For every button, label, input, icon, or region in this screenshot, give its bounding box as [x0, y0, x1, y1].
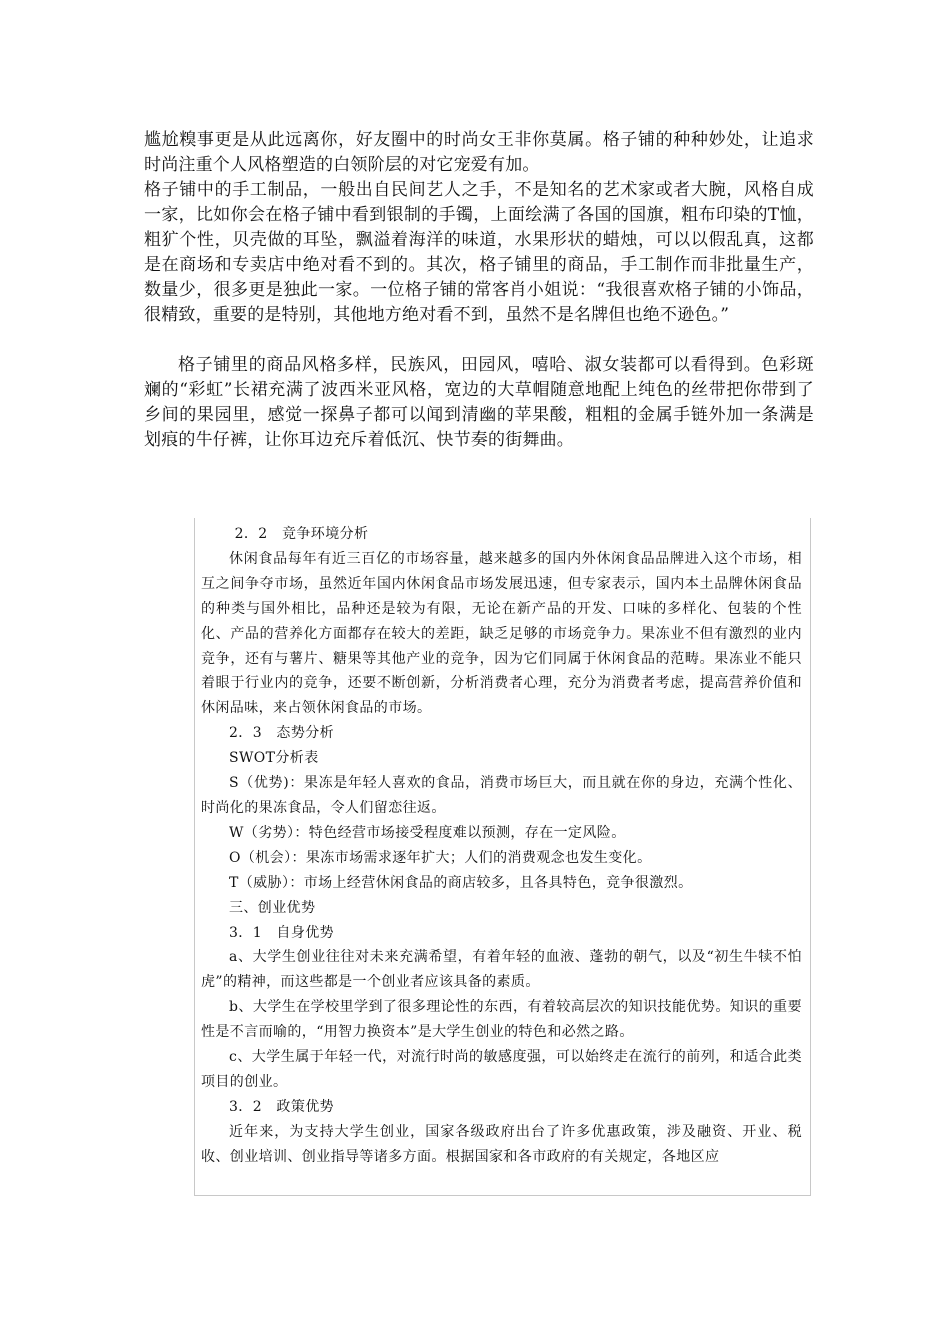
- heading-self-advantages: 3．1 自身优势: [229, 924, 335, 941]
- list-item-b: b、大学生在学校里学到了很多理论性的东西，有着较高层次的知识技能优势。知识的重要性是不言而喻的，“用智力换资本”是大学生创业的特色和必然之路。: [201, 999, 802, 1041]
- paragraph-competition: 休闲食品每年有近三百亿的市场容量，越来越多的国内外休闲食品品牌进入这个市场，相互之间争夺市场，虽然近年国内休闲食品市场发展迅速，但专家表示，国内本土品牌休闲食品的种类与国外相比，品种还是较为有限，无论在新产品的开发、口味的多样化、包装的个性化、产品的营养化方面都存在较大的差距，缺乏足够的市场竞争力。果冻业不但有激烈的业内竞争，还有与薯片、糖果等其他产业的竞争，因为它们同属于休闲食品的范畴。果冻业不能只着眼于行业内的竞争，还要不断创新，分析消费者心理，充分为消费者考虑，提高营养价值和休闲品味，来占领休闲食品的市场。: [201, 550, 802, 717]
- box-content: [201, 522, 802, 1170]
- list-item-a: a、大学生创业往往对未来充满希望，有着年轻的血液、蓬勃的朝气，以及“初生牛犊不怕虎”的精神，而这些都是一个创业者应该具备的素质。: [201, 949, 802, 991]
- swot-weaknesses: W（劣势）：特色经营市场接受程度难以预测，存在一定风险。: [229, 824, 626, 841]
- swot-opportunities: O（机会）：果冻市场需求逐年扩大；人们的消费观念也发生变化。: [229, 849, 652, 866]
- paragraph-styles: 格子铺里的商品风格多样，民族风，田园风，嘻哈、淑女装都可以看得到。色彩斑斓的“彩虹”长裙充满了波西米亚风格，宽边的大草帽随意地配上纯色的丝带把你带到了乡间的果园里，感觉一探鼻子都可以闻到清幽的苹果酸，粗粗的金属手链外加一条满是划痕的牛仔裤，让你耳边充斥着低沉、快节奏的街舞曲。: [144, 355, 814, 450]
- embedded-content-box: [194, 518, 811, 1196]
- swot-strengths: S（优势)：果冻是年轻人喜欢的食品，消费市场巨大，而且就在你的身边，充满个性化、时尚化的果冻食品，令人们留恋往返。: [201, 775, 802, 816]
- heading-policy-advantages: 3．2 政策优势: [229, 1098, 335, 1115]
- top-text-block: [144, 128, 814, 453]
- heading-competition-analysis: 2．2 竞争环境分析: [234, 526, 369, 542]
- swot-threats: T（威胁）：市场上经营休闲食品的商店较多，且各具特色，竞争很激烈。: [229, 874, 693, 891]
- heading-startup-advantages: 三、创业优势: [229, 899, 316, 916]
- paragraph-policy: 近年来，为支持大学生创业，国家各级政府出台了许多优惠政策，涉及融资、开业、税收、创业培训、创业指导等诸多方面。根据国家和各市政府的有关规定，各地区应: [201, 1123, 802, 1165]
- list-item-c: c、大学生属于年轻一代，对流行时尚的敏感度强，可以始终走在流行的前列，和适合此类项目的创业。: [201, 1049, 802, 1090]
- swot-title: SWOT分析表: [229, 750, 319, 767]
- heading-situation-analysis: 2．3 态势分析: [229, 725, 335, 742]
- paragraph-handmade-goods: 格子铺中的手工制品，一般出自民间艺人之手，不是知名的艺术家或者大腕，风格自成一家，比如你会在格子铺中看到银制的手镯，上面绘满了各国的国旗，粗布印染的T恤，粗犷个性，贝壳做的耳坠，飘溢着海洋的味道，水果形状的蜡烛，可以以假乱真，这都是在商场和专卖店中绝对看不到的。其次，格子铺里的商品，手工制作而非批量生产，数量少，很多更是独此一家。一位格子铺的常客肖小姐说：“我很喜欢格子铺的小饰品，很精致，重要的是特别，其他地方绝对看不到，虽然不是名牌但也绝不逊色。”: [144, 180, 814, 325]
- paragraph-spacer: [144, 328, 814, 353]
- paragraph-continuation: 尴尬糗事更是从此远离你，好友圈中的时尚女王非你莫属。格子铺的种种妙处，让追求时尚注重个人风格塑造的白领阶层的对它宠爱有加。: [144, 130, 814, 175]
